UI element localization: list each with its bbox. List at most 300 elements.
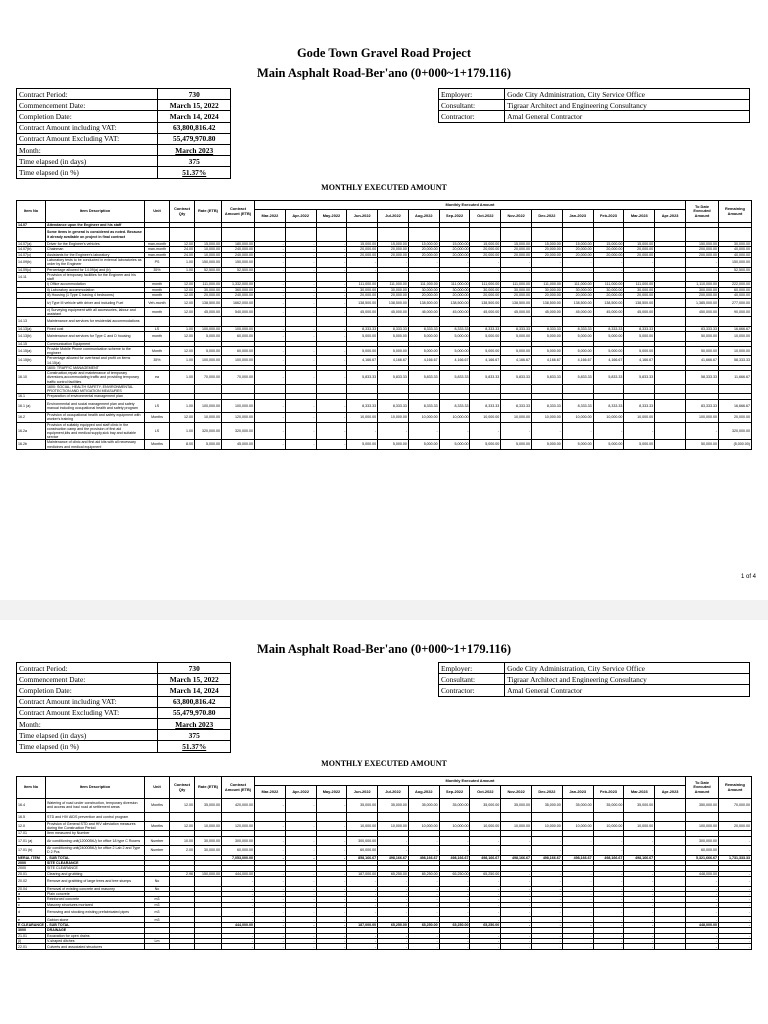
month-cell: - bbox=[624, 939, 655, 944]
month-cell: 65,250.00 bbox=[439, 922, 470, 927]
item-no-cell: 3000 bbox=[17, 928, 46, 933]
todate-cell: 5,321,666.67 bbox=[686, 855, 719, 860]
amount-cell: - bbox=[222, 908, 255, 917]
month-cell: 35,000.00 bbox=[408, 799, 439, 813]
todate-cell: 41,666.67 bbox=[686, 356, 719, 365]
info-value: March 2023 bbox=[158, 718, 231, 729]
month-cell: 65,250.00 bbox=[439, 871, 470, 876]
col-header-month: Aug-2022 bbox=[408, 786, 439, 799]
month-cell: 10,000.00 bbox=[562, 821, 593, 830]
month-cell bbox=[655, 877, 686, 886]
table-row bbox=[17, 422, 752, 440]
amount-cell: 320,000.00 bbox=[222, 422, 255, 440]
month-cell: 10,000.00 bbox=[532, 413, 563, 422]
info-value: 730 bbox=[158, 89, 231, 100]
month-cell bbox=[439, 317, 470, 326]
col-header-month: Apr-2023 bbox=[655, 210, 686, 223]
col-header-month: Mar-2022 bbox=[255, 786, 286, 799]
month-cell: 8,333.33 bbox=[378, 326, 409, 331]
month-cell: 187,000.00 bbox=[347, 922, 378, 927]
info-row bbox=[17, 707, 231, 718]
col-header-month: Aug-2022 bbox=[408, 210, 439, 223]
todate-cell: 448,000.00 bbox=[686, 871, 719, 876]
month-cell: - bbox=[593, 422, 624, 440]
col-header-month: Mar-2022 bbox=[255, 210, 286, 223]
month-cell bbox=[470, 812, 501, 821]
month-cell: 10,000.00 bbox=[501, 821, 532, 830]
month-cell: - bbox=[285, 267, 316, 272]
month-cell: - bbox=[562, 258, 593, 267]
month-cell: 20,000.00 bbox=[408, 247, 439, 252]
month-cell: - bbox=[439, 836, 470, 845]
month-cell: - bbox=[501, 897, 532, 902]
month-cell: - bbox=[347, 908, 378, 917]
month-cell: 35,000.00 bbox=[501, 799, 532, 813]
info-value: 55,479,970.80 bbox=[158, 707, 231, 718]
month-cell: - bbox=[470, 846, 501, 855]
month-cell: - bbox=[501, 836, 532, 845]
item-no-cell: 14.07(b) bbox=[17, 247, 46, 252]
month-cell: - bbox=[347, 886, 378, 891]
page-separator bbox=[0, 600, 768, 620]
remaining-cell: 277,000.00 bbox=[719, 298, 752, 307]
todate-cell: 100,000.00 bbox=[686, 821, 719, 830]
description-cell: Driver for the Engineer's vehicles bbox=[46, 241, 145, 246]
unit-cell: m3 bbox=[145, 902, 170, 907]
item-no-cell bbox=[17, 228, 46, 242]
month-cell: 10,000.00 bbox=[470, 413, 501, 422]
month-cell: - bbox=[285, 356, 316, 365]
month-cell: 138,500.00 bbox=[562, 298, 593, 307]
unit-cell bbox=[145, 272, 170, 281]
qty-cell: 24.00 bbox=[170, 252, 195, 257]
qty-cell: 1.00 bbox=[170, 258, 195, 267]
month-cell: - bbox=[316, 332, 347, 341]
unit-cell: man-month bbox=[145, 247, 170, 252]
month-cell: - bbox=[501, 877, 532, 886]
month-cell: - bbox=[378, 422, 409, 440]
month-cell: 111,000.00 bbox=[408, 282, 439, 287]
month-cell: 8,333.33 bbox=[593, 326, 624, 331]
parties-info-table bbox=[438, 88, 750, 123]
executed-amount-table bbox=[16, 200, 752, 450]
month-cell: - bbox=[439, 944, 470, 949]
month-cell: - bbox=[624, 422, 655, 440]
month-cell: 20,000.00 bbox=[347, 247, 378, 252]
month-cell bbox=[655, 371, 686, 385]
month-cell: 60,000.00 bbox=[347, 846, 378, 855]
month-cell bbox=[624, 228, 655, 242]
month-cell: 20,000.00 bbox=[532, 252, 563, 257]
month-cell: - bbox=[255, 413, 286, 422]
todate-cell bbox=[686, 272, 719, 281]
rate-cell: 100,000.00 bbox=[195, 356, 222, 365]
month-cell: 45,000.00 bbox=[378, 307, 409, 316]
month-cell bbox=[624, 317, 655, 326]
amount-cell: - bbox=[222, 897, 255, 902]
month-cell: 45,000.00 bbox=[532, 307, 563, 316]
month-cell: - bbox=[439, 267, 470, 272]
description-cell: Clearing and grubbing bbox=[46, 871, 145, 876]
rate-cell: 52,500.00 bbox=[195, 267, 222, 272]
month-cell: 5,000.00 bbox=[562, 332, 593, 341]
month-cell: - bbox=[532, 846, 563, 855]
description-cell: Laboratory tests to be conducted in external laboratories as order by the Engineer bbox=[46, 258, 145, 267]
todate-cell: - bbox=[686, 933, 719, 938]
month-cell: - bbox=[255, 258, 286, 267]
month-cell: - bbox=[532, 886, 563, 891]
month-cell: - bbox=[285, 252, 316, 257]
item-no-cell bbox=[17, 384, 46, 393]
qty-cell: 12.00 bbox=[170, 307, 195, 316]
month-cell: 10,000.00 bbox=[439, 413, 470, 422]
info-value: Tigraar Architect and Engineering Consultancy bbox=[505, 100, 750, 111]
month-cell: - bbox=[378, 267, 409, 272]
month-cell: 8,333.33 bbox=[347, 399, 378, 413]
month-cell: - bbox=[378, 902, 409, 907]
month-cell bbox=[624, 812, 655, 821]
remaining-cell: - bbox=[719, 891, 752, 896]
month-cell: - bbox=[501, 944, 532, 949]
item-no-cell: 17.01 bbox=[17, 831, 46, 836]
month-cell: 5,000.00 bbox=[624, 440, 655, 449]
month-cell: 15,000.00 bbox=[439, 241, 470, 246]
todate-cell: - bbox=[686, 944, 719, 949]
month-cell: 45,000.00 bbox=[593, 307, 624, 316]
month-cell: - bbox=[316, 247, 347, 252]
item-no-cell: 16.10 bbox=[17, 371, 46, 385]
month-cell: 5,833.33 bbox=[593, 371, 624, 385]
description-cell: Removing and stocking existing prefabricated pipes bbox=[46, 908, 145, 917]
info-label: Contractor: bbox=[439, 685, 505, 696]
info-value: Gode City Administration, City Service Office bbox=[505, 663, 750, 674]
month-cell: - bbox=[593, 891, 624, 896]
qty-cell: 12.00 bbox=[170, 293, 195, 298]
todate-cell: 83,333.33 bbox=[686, 326, 719, 331]
month-cell: 8,333.33 bbox=[408, 326, 439, 331]
month-cell: - bbox=[532, 933, 563, 938]
month-cell: 138,500.00 bbox=[378, 298, 409, 307]
col-header-month: Mar-2023 bbox=[624, 210, 655, 223]
month-cell: - bbox=[470, 891, 501, 896]
todate-cell bbox=[686, 384, 719, 393]
month-cell: - bbox=[378, 846, 409, 855]
month-cell: - bbox=[562, 902, 593, 907]
month-cell: - bbox=[593, 846, 624, 855]
qty-cell: 1.00 bbox=[170, 422, 195, 440]
item-no-cell: 16.2 bbox=[17, 413, 46, 422]
month-cell: 45,000.00 bbox=[624, 307, 655, 316]
amount-cell: 444,000.00 bbox=[222, 871, 255, 876]
month-cell: 5,833.33 bbox=[347, 371, 378, 385]
month-cell: - bbox=[470, 422, 501, 440]
month-cell: - bbox=[255, 877, 286, 886]
col-header-desc: Item Description bbox=[46, 777, 145, 799]
col-header-month: Oct-2022 bbox=[470, 786, 501, 799]
todate-cell: 100,000.00 bbox=[686, 413, 719, 422]
remaining-cell: 52,500.00 bbox=[719, 267, 752, 272]
month-cell: - bbox=[285, 307, 316, 316]
month-cell: - bbox=[532, 877, 563, 886]
table-row bbox=[17, 228, 752, 242]
description-cell: SITE CLEARANCE bbox=[46, 866, 145, 871]
amount-cell: 1662,000.00 bbox=[222, 298, 255, 307]
month-cell: - bbox=[255, 422, 286, 440]
month-cell: - bbox=[562, 908, 593, 917]
month-cell: - bbox=[624, 891, 655, 896]
description-cell: Watering of road under construction, temporary diversion and access and haul road at settlement areas bbox=[46, 799, 145, 813]
month-cell: 8,333.33 bbox=[347, 326, 378, 331]
month-cell: 45,000.00 bbox=[439, 307, 470, 316]
item-no-cell: e bbox=[17, 917, 46, 922]
col-header-monthly: Monthly Executed Amount bbox=[255, 777, 686, 786]
month-cell: - bbox=[624, 846, 655, 855]
month-cell: - bbox=[624, 933, 655, 938]
month-cell: - bbox=[501, 891, 532, 896]
amount-cell bbox=[222, 272, 255, 281]
remaining-cell: 1,731,333.33 bbox=[719, 855, 752, 860]
month-cell bbox=[255, 384, 286, 393]
month-cell bbox=[408, 272, 439, 281]
item-no-cell: 14.07 bbox=[17, 223, 46, 228]
unit-cell: No bbox=[145, 886, 170, 891]
remaining-cell: - bbox=[719, 897, 752, 902]
month-cell bbox=[378, 384, 409, 393]
amount-cell bbox=[222, 228, 255, 242]
col-header-month: Jul-2022 bbox=[378, 210, 409, 223]
todate-cell: 450,000.00 bbox=[686, 307, 719, 316]
description-cell: i) Office accommodation bbox=[46, 282, 145, 287]
month-cell: - bbox=[316, 939, 347, 944]
unit-cell bbox=[145, 944, 170, 949]
qty-cell bbox=[170, 228, 195, 242]
remaining-cell bbox=[719, 812, 752, 821]
todate-cell bbox=[686, 317, 719, 326]
description-cell: Percentage allowed for overhead and profit on items 14.15(a) bbox=[46, 356, 145, 365]
month-cell: 5,000.00 bbox=[408, 332, 439, 341]
table-row bbox=[17, 346, 752, 355]
month-cell bbox=[655, 413, 686, 422]
month-cell: - bbox=[378, 836, 409, 845]
todate-cell: 200,000.00 bbox=[686, 252, 719, 257]
remaining-cell: - bbox=[719, 933, 752, 938]
month-cell: - bbox=[593, 258, 624, 267]
info-row bbox=[17, 144, 231, 155]
unit-cell: Months bbox=[145, 799, 170, 813]
month-cell: - bbox=[501, 886, 532, 891]
table-row bbox=[17, 384, 752, 393]
unit-cell bbox=[145, 812, 170, 821]
info-label: Month: bbox=[17, 718, 158, 729]
month-cell: 5,833.33 bbox=[624, 371, 655, 385]
month-cell bbox=[316, 812, 347, 821]
month-cell bbox=[501, 384, 532, 393]
table-row bbox=[17, 272, 752, 281]
qty-cell: 12.00 bbox=[170, 346, 195, 355]
month-cell: - bbox=[562, 939, 593, 944]
table-row bbox=[17, 413, 752, 422]
month-cell: 5,833.33 bbox=[470, 371, 501, 385]
item-no-cell bbox=[17, 307, 46, 316]
month-cell: - bbox=[562, 267, 593, 272]
info-row bbox=[439, 685, 750, 696]
info-value: March 2023 bbox=[158, 144, 231, 155]
month-cell: 5,833.33 bbox=[501, 371, 532, 385]
month-cell: - bbox=[501, 902, 532, 907]
qty-cell bbox=[170, 944, 195, 949]
month-cell bbox=[347, 228, 378, 242]
month-cell: 5,833.33 bbox=[378, 371, 409, 385]
month-cell: - bbox=[439, 939, 470, 944]
todate-cell: - bbox=[686, 886, 719, 891]
amount-cell: 180,000.00 bbox=[222, 241, 255, 246]
month-cell: - bbox=[316, 307, 347, 316]
month-cell bbox=[655, 258, 686, 267]
month-cell bbox=[470, 228, 501, 242]
month-cell: - bbox=[316, 846, 347, 855]
month-cell: 5,000.00 bbox=[470, 346, 501, 355]
month-cell bbox=[316, 272, 347, 281]
col-header-month: May-2022 bbox=[316, 786, 347, 799]
unit-cell: m3 bbox=[145, 908, 170, 917]
month-cell: - bbox=[255, 241, 286, 246]
month-cell: 4,166.67 bbox=[439, 356, 470, 365]
month-cell: - bbox=[255, 282, 286, 287]
description-cell: Gabion stone bbox=[46, 917, 145, 922]
amount-cell: 100,000.00 bbox=[222, 356, 255, 365]
month-cell: 20,000.00 bbox=[532, 293, 563, 298]
month-cell: - bbox=[255, 252, 286, 257]
month-cell: - bbox=[624, 267, 655, 272]
month-cell: 4,166.67 bbox=[593, 356, 624, 365]
month-cell: - bbox=[285, 332, 316, 341]
month-cell: - bbox=[562, 891, 593, 896]
month-cell: - bbox=[255, 821, 286, 830]
month-cell: 138,500.00 bbox=[532, 298, 563, 307]
month-cell: - bbox=[501, 267, 532, 272]
item-no-cell: 14.09(b) bbox=[17, 258, 46, 267]
month-cell: - bbox=[255, 891, 286, 896]
month-cell bbox=[655, 440, 686, 449]
info-label: Time elapsed (in %) bbox=[17, 741, 158, 752]
month-cell: - bbox=[562, 422, 593, 440]
amount-cell: 120,000.00 bbox=[222, 413, 255, 422]
month-cell: 5,000.00 bbox=[532, 332, 563, 341]
item-no-cell: 14.07(a) bbox=[17, 241, 46, 246]
month-cell: 5,000.00 bbox=[439, 346, 470, 355]
month-cell: 35,000.00 bbox=[562, 799, 593, 813]
month-cell: 20,000.00 bbox=[470, 247, 501, 252]
month-cell: - bbox=[408, 933, 439, 938]
month-cell: - bbox=[408, 897, 439, 902]
month-cell: 15,000.00 bbox=[378, 241, 409, 246]
month-cell: 111,000.00 bbox=[562, 282, 593, 287]
month-cell: 5,000.00 bbox=[501, 440, 532, 449]
amount-cell: - bbox=[222, 891, 255, 896]
month-cell: - bbox=[255, 298, 286, 307]
remaining-cell: 10,000.00 bbox=[719, 346, 752, 355]
unit-cell: month bbox=[145, 282, 170, 287]
month-cell: - bbox=[501, 908, 532, 917]
amount-cell: - bbox=[222, 939, 255, 944]
description-cell: Preparation of environmental management plan bbox=[46, 394, 145, 399]
month-cell bbox=[624, 272, 655, 281]
col-header-rate: Rate (ETB) bbox=[195, 777, 222, 799]
month-cell: 8,333.33 bbox=[624, 326, 655, 331]
month-cell: 10,000.00 bbox=[501, 413, 532, 422]
month-cell: 138,500.00 bbox=[347, 298, 378, 307]
info-value: 51.37% bbox=[158, 741, 231, 752]
unit-cell: Veh-month bbox=[145, 298, 170, 307]
month-cell: 4,166.67 bbox=[532, 356, 563, 365]
info-value: March 14, 2024 bbox=[158, 685, 231, 696]
month-cell: 20,000.00 bbox=[501, 293, 532, 298]
unit-cell: Number bbox=[145, 836, 170, 845]
item-no-cell: 17.01 (a) bbox=[17, 836, 46, 845]
todate-cell: 1,110,000.00 bbox=[686, 282, 719, 287]
rate-cell: 138,500.00 bbox=[195, 298, 222, 307]
month-cell: - bbox=[408, 939, 439, 944]
qty-cell: 12.00 bbox=[170, 241, 195, 246]
month-cell: 20,000.00 bbox=[347, 293, 378, 298]
remaining-cell: - bbox=[719, 922, 752, 927]
table-row bbox=[17, 836, 752, 845]
info-row bbox=[17, 674, 231, 685]
month-cell bbox=[501, 812, 532, 821]
info-value: 55,479,970.80 bbox=[158, 133, 231, 144]
table-row bbox=[17, 317, 752, 326]
rate-cell: 30,000.00 bbox=[195, 287, 222, 292]
month-cell: - bbox=[285, 922, 316, 927]
month-cell: 138,500.00 bbox=[408, 298, 439, 307]
month-cell: 8,333.33 bbox=[439, 399, 470, 413]
month-cell: - bbox=[439, 891, 470, 896]
month-cell: - bbox=[255, 399, 286, 413]
month-cell: - bbox=[316, 422, 347, 440]
month-cell: - bbox=[593, 871, 624, 876]
month-cell: - bbox=[562, 933, 593, 938]
info-label: Time elapsed (in %) bbox=[17, 167, 158, 178]
qty-cell: 12.00 bbox=[170, 413, 195, 422]
month-cell: - bbox=[408, 258, 439, 267]
month-cell: 8,333.33 bbox=[501, 326, 532, 331]
month-cell: 300,000.00 bbox=[347, 836, 378, 845]
item-no-cell: 14.11 bbox=[17, 272, 46, 281]
month-cell bbox=[255, 228, 286, 242]
unit-cell: LS bbox=[145, 326, 170, 331]
month-cell: 858,166.67 bbox=[347, 855, 378, 860]
month-cell: 10,000.00 bbox=[593, 413, 624, 422]
month-cell bbox=[655, 836, 686, 845]
header-row bbox=[17, 201, 752, 210]
project-title: Gode Town Gravel Road Project bbox=[296, 46, 472, 60]
month-cell: - bbox=[255, 902, 286, 907]
month-cell: - bbox=[501, 422, 532, 440]
info-row bbox=[439, 89, 750, 100]
month-cell: - bbox=[285, 326, 316, 331]
month-cell: - bbox=[562, 836, 593, 845]
month-cell: - bbox=[439, 933, 470, 938]
month-cell: - bbox=[255, 886, 286, 891]
remaining-cell: 40,000.00 bbox=[719, 293, 752, 298]
month-cell: 65,250.00 bbox=[408, 922, 439, 927]
month-cell bbox=[439, 812, 470, 821]
month-cell: 20,000.00 bbox=[593, 252, 624, 257]
month-cell: 5,833.33 bbox=[408, 371, 439, 385]
month-cell: 111,000.00 bbox=[347, 282, 378, 287]
month-cell: - bbox=[501, 846, 532, 855]
month-cell bbox=[408, 384, 439, 393]
